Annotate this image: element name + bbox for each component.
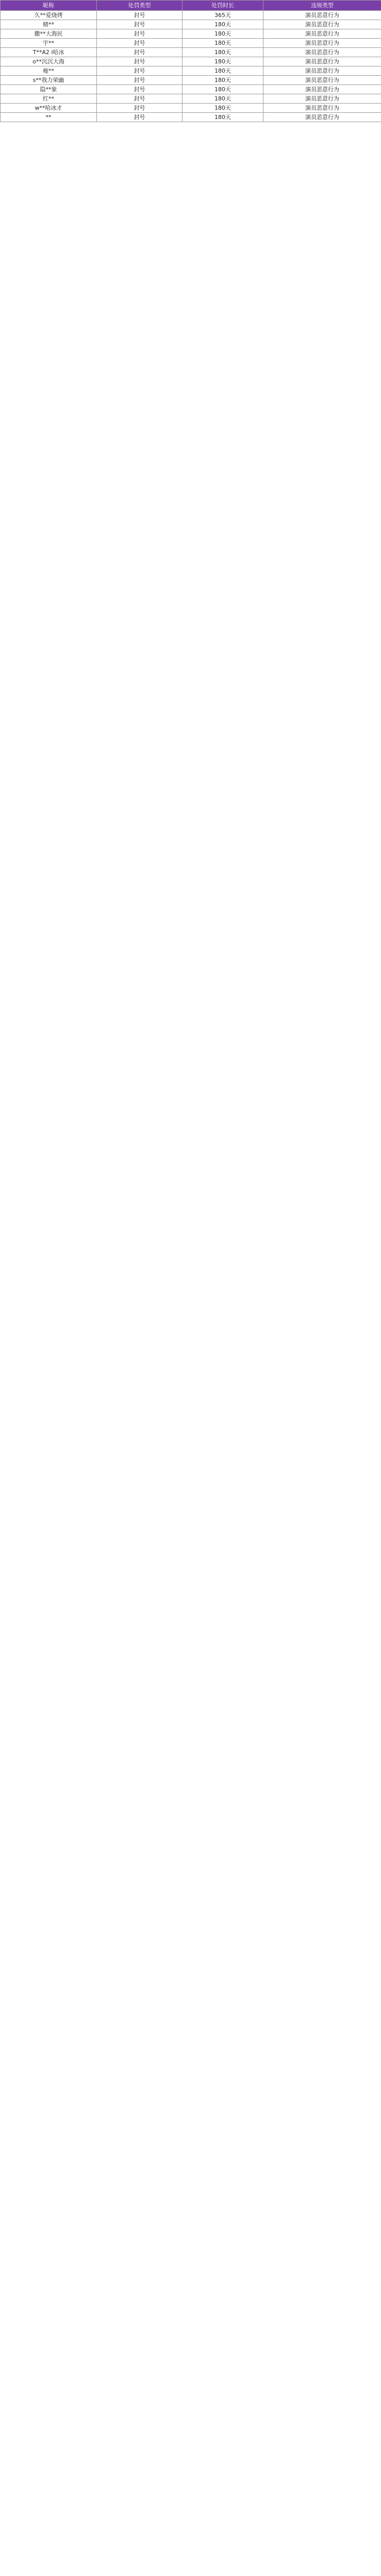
header-violation-type: 违规类型	[263, 1, 381, 11]
penalty-type-cell: 封号	[97, 29, 183, 39]
nickname-cell: s**我力荣幽	[1, 76, 97, 85]
nickname-cell: **	[1, 113, 97, 122]
penalty-type-cell: 封号	[97, 76, 183, 85]
table-row	[1, 29, 381, 39]
table-row	[1, 113, 381, 122]
penalty-type-cell: 封号	[97, 104, 183, 113]
table-row	[1, 57, 381, 66]
violation-type-cell: 演员恶意行为	[263, 113, 381, 122]
table-row	[1, 85, 381, 94]
violation-type-cell: 演员恶意行为	[263, 20, 381, 29]
penalty-duration-cell: 180天	[183, 57, 263, 66]
violation-type-cell: 演员恶意行为	[263, 104, 381, 113]
header-penalty-type: 处罚类型	[97, 1, 183, 11]
nickname-cell: 红**	[1, 94, 97, 104]
penalty-duration-cell: 365天	[183, 11, 263, 20]
penalty-type-cell: 封号	[97, 20, 183, 29]
penalty-type-cell: 封号	[97, 48, 183, 57]
table-row	[1, 48, 381, 57]
penalty-type-cell: 封号	[97, 66, 183, 76]
penalty-duration-cell: 180天	[183, 76, 263, 85]
penalty-duration-cell: 180天	[183, 113, 263, 122]
nickname-cell: T**A2 i哈冰	[1, 48, 97, 57]
nickname-cell: 撒**大海民	[1, 29, 97, 39]
penalty-type-cell: 封号	[97, 57, 183, 66]
table-row	[1, 66, 381, 76]
violation-type-cell: 演员恶意行为	[263, 57, 381, 66]
violation-type-cell: 演员恶意行为	[263, 85, 381, 94]
violation-type-cell: 演员恶意行为	[263, 94, 381, 104]
penalty-type-cell: 封号	[97, 113, 183, 122]
table-row	[1, 104, 381, 113]
table-row	[1, 39, 381, 48]
violation-type-cell: 演员恶意行为	[263, 29, 381, 39]
table-body	[1, 11, 381, 122]
penalty-duration-cell: 180天	[183, 39, 263, 48]
penalty-duration-cell: 180天	[183, 66, 263, 76]
nickname-cell: 隐**象	[1, 85, 97, 94]
violation-type-cell: 演员恶意行为	[263, 76, 381, 85]
nickname-cell: 久**爱烧烤	[1, 11, 97, 20]
violation-type-cell: 演员恶意行为	[263, 11, 381, 20]
header-nickname: 昵称	[1, 1, 97, 11]
header-penalty-duration: 处罚时长	[183, 1, 263, 11]
penalty-type-cell: 封号	[97, 94, 183, 104]
violation-type-cell: 演员恶意行为	[263, 66, 381, 76]
penalty-duration-cell: 180天	[183, 104, 263, 113]
penalty-type-cell: 封号	[97, 85, 183, 94]
table-row	[1, 20, 381, 29]
table-row	[1, 11, 381, 20]
penalty-type-cell: 封号	[97, 11, 183, 20]
penalty-duration-cell: 180天	[183, 29, 263, 39]
table-row	[1, 94, 381, 104]
nickname-cell: 瘦**	[1, 66, 97, 76]
penalty-duration-cell: 180天	[183, 48, 263, 57]
nickname-cell: 赌**	[1, 20, 97, 29]
nickname-cell: 宇**	[1, 39, 97, 48]
table-header-row	[1, 1, 381, 11]
nickname-cell: w**哈冰才	[1, 104, 97, 113]
violation-type-cell: 演员恶意行为	[263, 48, 381, 57]
penalty-duration-cell: 180天	[183, 85, 263, 94]
table-row	[1, 76, 381, 85]
penalty-duration-cell: 180天	[183, 20, 263, 29]
punishment-table	[0, 0, 381, 122]
nickname-cell: o**沉沉大海	[1, 57, 97, 66]
penalty-type-cell: 封号	[97, 39, 183, 48]
violation-type-cell: 演员恶意行为	[263, 39, 381, 48]
penalty-duration-cell: 180天	[183, 94, 263, 104]
